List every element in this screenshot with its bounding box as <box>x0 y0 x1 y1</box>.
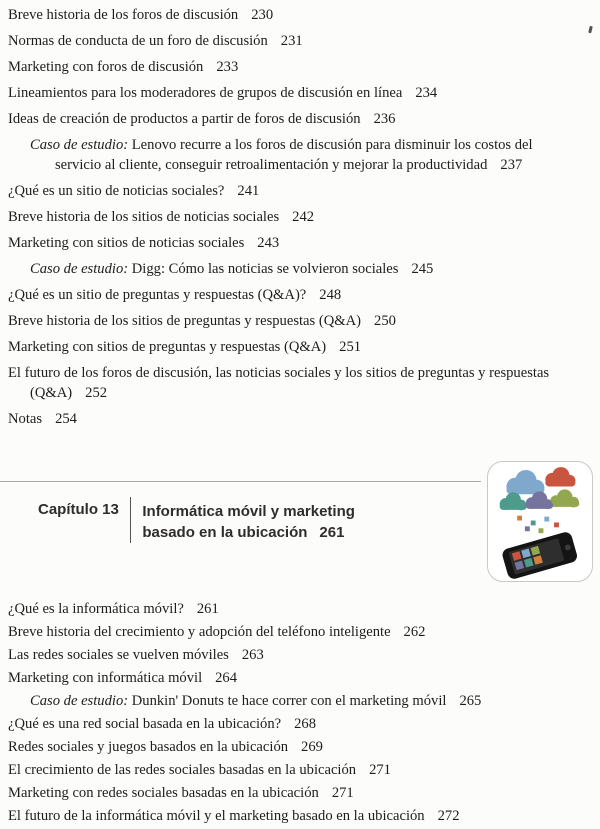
toc-entry-case-study <box>8 691 572 711</box>
smartphone-icon <box>501 531 579 580</box>
toc-entry-page-number: 263 <box>241 647 264 663</box>
toc-entry <box>8 645 572 665</box>
chapter-separator-bar <box>130 497 132 543</box>
toc-entry <box>8 109 572 129</box>
toc-entry-title: Redes sociales y juegos basados en la ubicación <box>8 739 289 755</box>
toc-entry-title: Digg: Cómo las noticias se volvieron sociales <box>131 261 399 277</box>
toc-entry <box>8 233 572 253</box>
toc-entry <box>8 409 572 429</box>
toc-entry-title: Breve historia del crecimiento y adopción del teléfono inteligente <box>8 624 391 640</box>
toc-entry-title: Ideas de creación de productos a partir de foros de discusión <box>8 111 361 127</box>
toc-entry <box>8 5 572 25</box>
toc-entry-title: Breve historia de los sitios de noticias sociales <box>8 209 280 225</box>
toc-entry-case-study <box>8 135 572 175</box>
toc-entry-page-number: 272 <box>437 808 460 824</box>
toc-entry-page-number: 234 <box>415 85 438 101</box>
toc-entry-page-number: 269 <box>301 739 323 755</box>
toc-entry-page-number: 264 <box>215 670 238 686</box>
toc-entry-title: Marketing con foros de discusión <box>8 59 204 75</box>
toc-entry-page-number: 250 <box>374 313 396 329</box>
toc-entry-title: Marketing con sitios de noticias sociales <box>8 235 245 251</box>
toc-entry-page-number: 242 <box>292 209 315 225</box>
toc-entry <box>8 599 572 619</box>
case-study-prefix: Caso de estudio: <box>30 137 132 153</box>
toc-entry-page-number: 261 <box>196 601 219 617</box>
clouds-icon <box>500 467 580 510</box>
toc-entry-title: El futuro de la informática móvil y el marketing basado en la ubicación <box>8 808 425 824</box>
toc-entry <box>8 57 572 77</box>
toc-entry-title: ¿Qué es un sitio de noticias sociales? <box>8 183 225 199</box>
toc-entry-title: ¿Qué es un sitio de preguntas y respuestas (Q&A)? <box>8 287 307 303</box>
case-study-prefix: Caso de estudio: <box>30 693 132 709</box>
toc-entry-title: Marketing con informática móvil <box>8 670 203 686</box>
toc-entry <box>8 181 572 201</box>
toc-section-1 <box>8 5 572 435</box>
chapter-title-line-1: Informática móvil y marketing <box>142 503 355 520</box>
toc-entry <box>8 337 572 357</box>
toc-entry <box>8 363 572 403</box>
toc-entry-title: Lenovo recurre a los foros de discusión para disminuir los costos del servicio al cliente, conseguir retroalimentación y mejorar la productividad <box>55 137 533 173</box>
scan-artifact <box>588 26 592 33</box>
toc-entry-page-number: 230 <box>251 7 274 23</box>
toc-entry <box>8 783 572 803</box>
toc-entry-title: Notas <box>8 411 43 427</box>
toc-entry-page-number: 237 <box>500 157 523 173</box>
toc-entry-page-number: 252 <box>85 385 108 401</box>
toc-entry <box>8 806 572 826</box>
toc-entry-title: Normas de conducta de un foro de discusión <box>8 33 268 49</box>
toc-entry-page-number: 241 <box>237 183 260 199</box>
chapter-page-number: 261 <box>319 524 345 541</box>
toc-entry <box>8 285 572 305</box>
toc-entry-title: Marketing con sitios de preguntas y respuestas (Q&A) <box>8 339 327 355</box>
falling-app-squares-icon <box>517 516 559 533</box>
clouds-and-smartphone-clipart <box>488 462 591 580</box>
toc-entry-title: Dunkin' Donuts te hace correr con el marketing móvil <box>131 693 447 709</box>
chapter-number: Capítulo 13 <box>38 501 119 518</box>
chapter-title <box>142 497 355 543</box>
toc-entry-page-number: 262 <box>403 624 426 640</box>
toc-entry-page-number: 254 <box>55 411 77 427</box>
toc-entry-page-number: 233 <box>216 59 239 75</box>
toc-entry-title: El crecimiento de las redes sociales basadas en la ubicación <box>8 762 357 778</box>
toc-entry <box>8 760 572 780</box>
toc-entry-title: El futuro de los foros de discusión, las noticias sociales y los sitios de preguntas y respuestas (Q&A) <box>8 365 550 401</box>
toc-entry-page-number: 268 <box>294 716 316 732</box>
toc-entry-page-number: 251 <box>339 339 362 355</box>
toc-entry <box>8 207 572 227</box>
toc-entry <box>8 31 572 51</box>
toc-entry <box>8 83 572 103</box>
toc-entry-page-number: 231 <box>280 33 303 49</box>
case-study-prefix: Caso de estudio: <box>30 261 132 277</box>
toc-entry-title: Lineamientos para los moderadores de grupos de discusión en línea <box>8 85 403 101</box>
toc-section-2 <box>8 599 572 829</box>
chapter-title-line-2: basado en la ubicación <box>142 524 308 541</box>
section-divider <box>0 481 481 482</box>
toc-entry-title: ¿Qué es una red social basada en la ubicación? <box>8 716 282 732</box>
toc-entry-title: Marketing con redes sociales basadas en la ubicación <box>8 785 319 801</box>
toc-entry <box>8 737 572 757</box>
toc-entry-page-number: 271 <box>331 785 354 801</box>
toc-entry-page-number: 265 <box>459 693 482 709</box>
toc-entry-title: Las redes sociales se vuelven móviles <box>8 647 229 663</box>
chapter-heading <box>38 497 355 543</box>
toc-entry-title: Breve historia de los foros de discusión <box>8 7 239 23</box>
toc-entry <box>8 622 572 642</box>
chapter-illustration <box>487 461 593 582</box>
toc-entry-title: ¿Qué es la informática móvil? <box>8 601 184 617</box>
toc-entry-page-number: 271 <box>369 762 391 778</box>
toc-entry-page-number: 245 <box>411 261 434 277</box>
toc-entry <box>8 714 572 734</box>
toc-entry <box>8 311 572 331</box>
toc-entry <box>8 668 572 688</box>
toc-entry-page-number: 243 <box>257 235 280 251</box>
toc-entry-page-number: 248 <box>319 287 342 303</box>
toc-entry-title: Breve historia de los sitios de preguntas y respuestas (Q&A) <box>8 313 362 329</box>
toc-entry-page-number: 236 <box>373 111 396 127</box>
toc-entry-case-study <box>8 259 572 279</box>
